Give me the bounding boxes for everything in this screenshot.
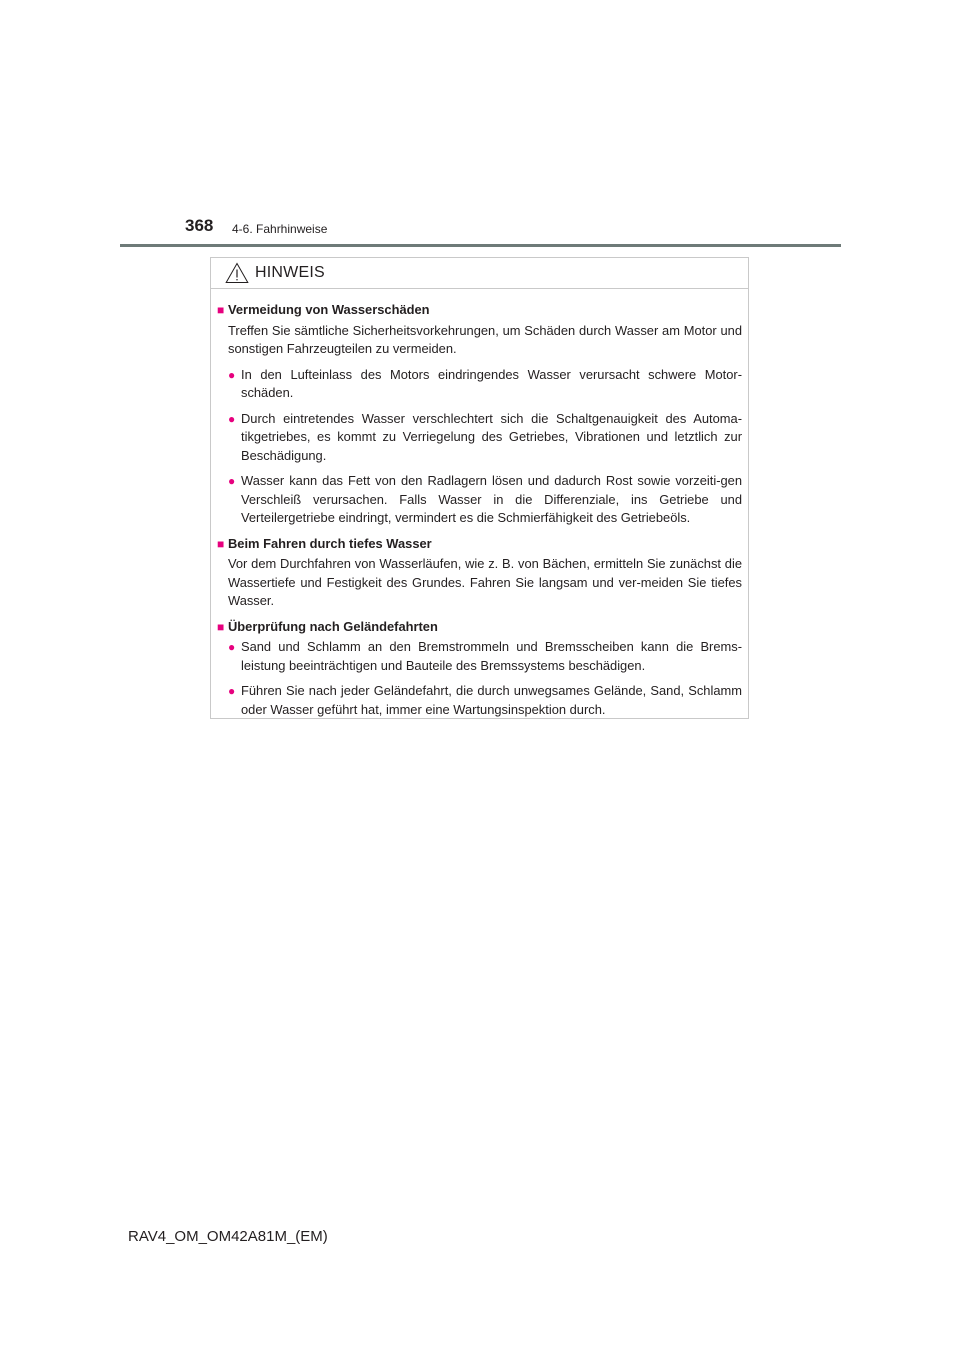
circle-bullet-icon: ● [228,474,236,488]
list-item: ● Durch eintretendes Wasser verschlechtert sich die Schaltgenauigkeit des Automa-tikgetriebes, es kommt zu Verriegelung des Getriebes, Vibrationen und letztlich zur Beschädigung. [228,410,742,463]
circle-bullet-icon: ● [228,411,236,426]
notice-box [210,257,749,719]
notice-title: HINWEIS [255,264,325,281]
header-rule [120,244,841,247]
list-item: ● Wasser kann das Fett von den Radlagern lösen und dadurch Rost sowie vorzeiti-gen Verschleiß verursachen. Falls Wasser in die Differenziale, ins Getriebe und Verteilergetriebe eindringt, vermindert es die Schmierfähigkeit des Getriebeöls. [228,473,742,525]
section-heading: ■ Beim Fahren durch tiefes Wasser [217,535,742,554]
circle-bullet-icon: ● [228,640,236,654]
list-item: ● In den Lufteinlass des Motors eindringendes Wasser verursacht schwere Motor-schäden. [228,366,742,400]
section-title: 4-6. Fahrhinweise [232,222,328,236]
document-code: RAV4_OM_OM42A81M_(EM) [128,1228,328,1245]
section-heading: ■ Überprüfung nach Geländefahrten [217,618,742,637]
square-bullet-icon: ■ [217,536,225,551]
page-number: 368 [185,216,214,235]
notice-header [211,258,748,289]
section-text: Vor dem Durchfahren von Wasserläufen, wie z. B. von Bächen, ermitteln Sie zunächst die Wassertiefe und Festigkeit des Grundes. Fahren Sie langsam und ver-meiden Sie tiefes Wasser. [228,556,742,608]
circle-bullet-icon: ● [228,367,236,382]
notice-body [211,289,748,719]
square-bullet-icon: ■ [217,303,225,317]
list-item: ● Führen Sie nach jeder Geländefahrt, die durch unwegsames Gelände, Sand, Schlamm oder Wasser geführt hat, immer eine Wartungsinspektion durch. [228,683,742,717]
section-text: Treffen Sie sämtliche Sicherheitsvorkehrungen, um Schäden durch Wasser am Motor und sonstigen Fahrzeugteilen zu vermeiden. [228,322,742,356]
circle-bullet-icon: ● [228,684,236,698]
list-item: ● Sand und Schlamm an den Bremstrommeln und Bremsscheiben kann die Brems-leistung beeinträchtigen und Bauteile des Bremssystems beschädigen. [228,639,742,673]
section-heading: ■ Vermeidung von Wasserschäden [217,301,742,320]
square-bullet-icon: ■ [217,619,225,634]
warning-triangle-icon [225,262,249,284]
